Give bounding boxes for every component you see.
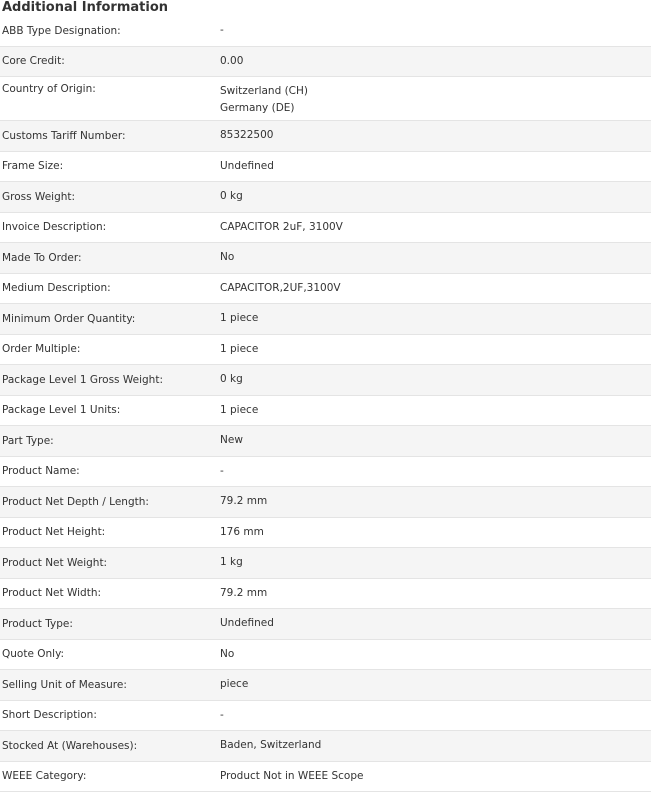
row-value: CAPACITOR 2uF, 3100V bbox=[220, 220, 343, 233]
info-row bbox=[0, 518, 651, 549]
info-row bbox=[0, 457, 651, 488]
row-value: 1 piece bbox=[220, 403, 259, 416]
additional-info-table bbox=[0, 16, 651, 792]
info-row bbox=[0, 670, 651, 701]
row-value: No bbox=[220, 647, 235, 660]
row-label: Quote Only: bbox=[2, 648, 65, 661]
row-label: Frame Size: bbox=[2, 160, 64, 173]
row-label: Package Level 1 Units: bbox=[2, 404, 121, 417]
row-label: Part Type: bbox=[2, 434, 54, 447]
row-label: Package Level 1 Gross Weight: bbox=[2, 373, 163, 386]
row-value: - bbox=[220, 24, 224, 37]
row-value: No bbox=[220, 251, 235, 264]
country-of-origin-2: Germany (DE) bbox=[220, 102, 295, 114]
info-row bbox=[0, 121, 651, 152]
info-row bbox=[0, 365, 651, 396]
info-row bbox=[0, 487, 651, 518]
row-label: Gross Weight: bbox=[2, 190, 76, 203]
row-label: Stocked At (Warehouses): bbox=[2, 739, 138, 752]
row-label: Medium Description: bbox=[2, 282, 111, 295]
row-value: - bbox=[220, 708, 224, 721]
info-row bbox=[0, 274, 651, 305]
row-label: Minimum Order Quantity: bbox=[2, 312, 136, 325]
info-row bbox=[0, 335, 651, 366]
row-value: 1 kg bbox=[220, 556, 243, 569]
info-row bbox=[0, 640, 651, 671]
row-value: 1 piece bbox=[220, 342, 259, 355]
info-row bbox=[0, 548, 651, 579]
info-row bbox=[0, 304, 651, 335]
row-value: Baden, Switzerland bbox=[220, 739, 322, 752]
row-value: 79.2 mm bbox=[220, 586, 268, 599]
info-row bbox=[0, 213, 651, 244]
row-value: 1 piece bbox=[220, 312, 259, 325]
row-label: Order Multiple: bbox=[2, 343, 81, 356]
row-label: Made To Order: bbox=[2, 251, 82, 264]
row-label: Core Credit: bbox=[2, 55, 65, 68]
row-label: WEEE Category: bbox=[2, 770, 87, 783]
row-value: Product Not in WEEE Scope bbox=[220, 769, 364, 782]
info-row bbox=[0, 16, 651, 47]
row-label: Product Name: bbox=[2, 465, 80, 478]
row-label: Product Type: bbox=[2, 617, 73, 630]
row-value: 79.2 mm bbox=[220, 495, 268, 508]
row-value: 0.00 bbox=[220, 54, 244, 67]
row-value: 0 kg bbox=[220, 190, 243, 203]
row-value: 0 kg bbox=[220, 373, 243, 386]
info-row bbox=[0, 609, 651, 640]
info-row bbox=[0, 579, 651, 610]
info-row bbox=[0, 731, 651, 762]
info-row bbox=[0, 701, 651, 732]
row-value: - bbox=[220, 464, 224, 477]
row-label: Product Net Height: bbox=[2, 526, 106, 539]
info-row bbox=[0, 77, 651, 121]
row-label: Invoice Description: bbox=[2, 221, 107, 234]
row-value: CAPACITOR,2UF,3100V bbox=[220, 281, 341, 294]
row-label: Product Net Width: bbox=[2, 587, 102, 600]
row-value: 85322500 bbox=[220, 129, 274, 142]
row-value: New bbox=[220, 434, 243, 447]
row-value: Undefined bbox=[220, 617, 274, 630]
row-label: ABB Type Designation: bbox=[2, 24, 121, 37]
row-value: 176 mm bbox=[220, 525, 264, 538]
row-label: Short Description: bbox=[2, 709, 97, 722]
info-row bbox=[0, 47, 651, 78]
row-value: piece bbox=[220, 678, 249, 691]
row-value: Undefined bbox=[220, 159, 274, 172]
row-label: Product Net Weight: bbox=[2, 556, 108, 569]
info-row bbox=[0, 243, 651, 274]
row-label: Customs Tariff Number: bbox=[2, 129, 126, 142]
info-row bbox=[0, 396, 651, 427]
row-label: Country of Origin: bbox=[2, 83, 96, 95]
section-title: Additional Information bbox=[2, 0, 169, 15]
info-row bbox=[0, 152, 651, 183]
info-row bbox=[0, 426, 651, 457]
info-row bbox=[0, 762, 651, 793]
info-row bbox=[0, 182, 651, 213]
row-value bbox=[220, 83, 651, 117]
row-label: Selling Unit of Measure: bbox=[2, 678, 127, 691]
country-of-origin-1: Switzerland (CH) bbox=[220, 85, 309, 97]
row-label: Product Net Depth / Length: bbox=[2, 495, 149, 508]
